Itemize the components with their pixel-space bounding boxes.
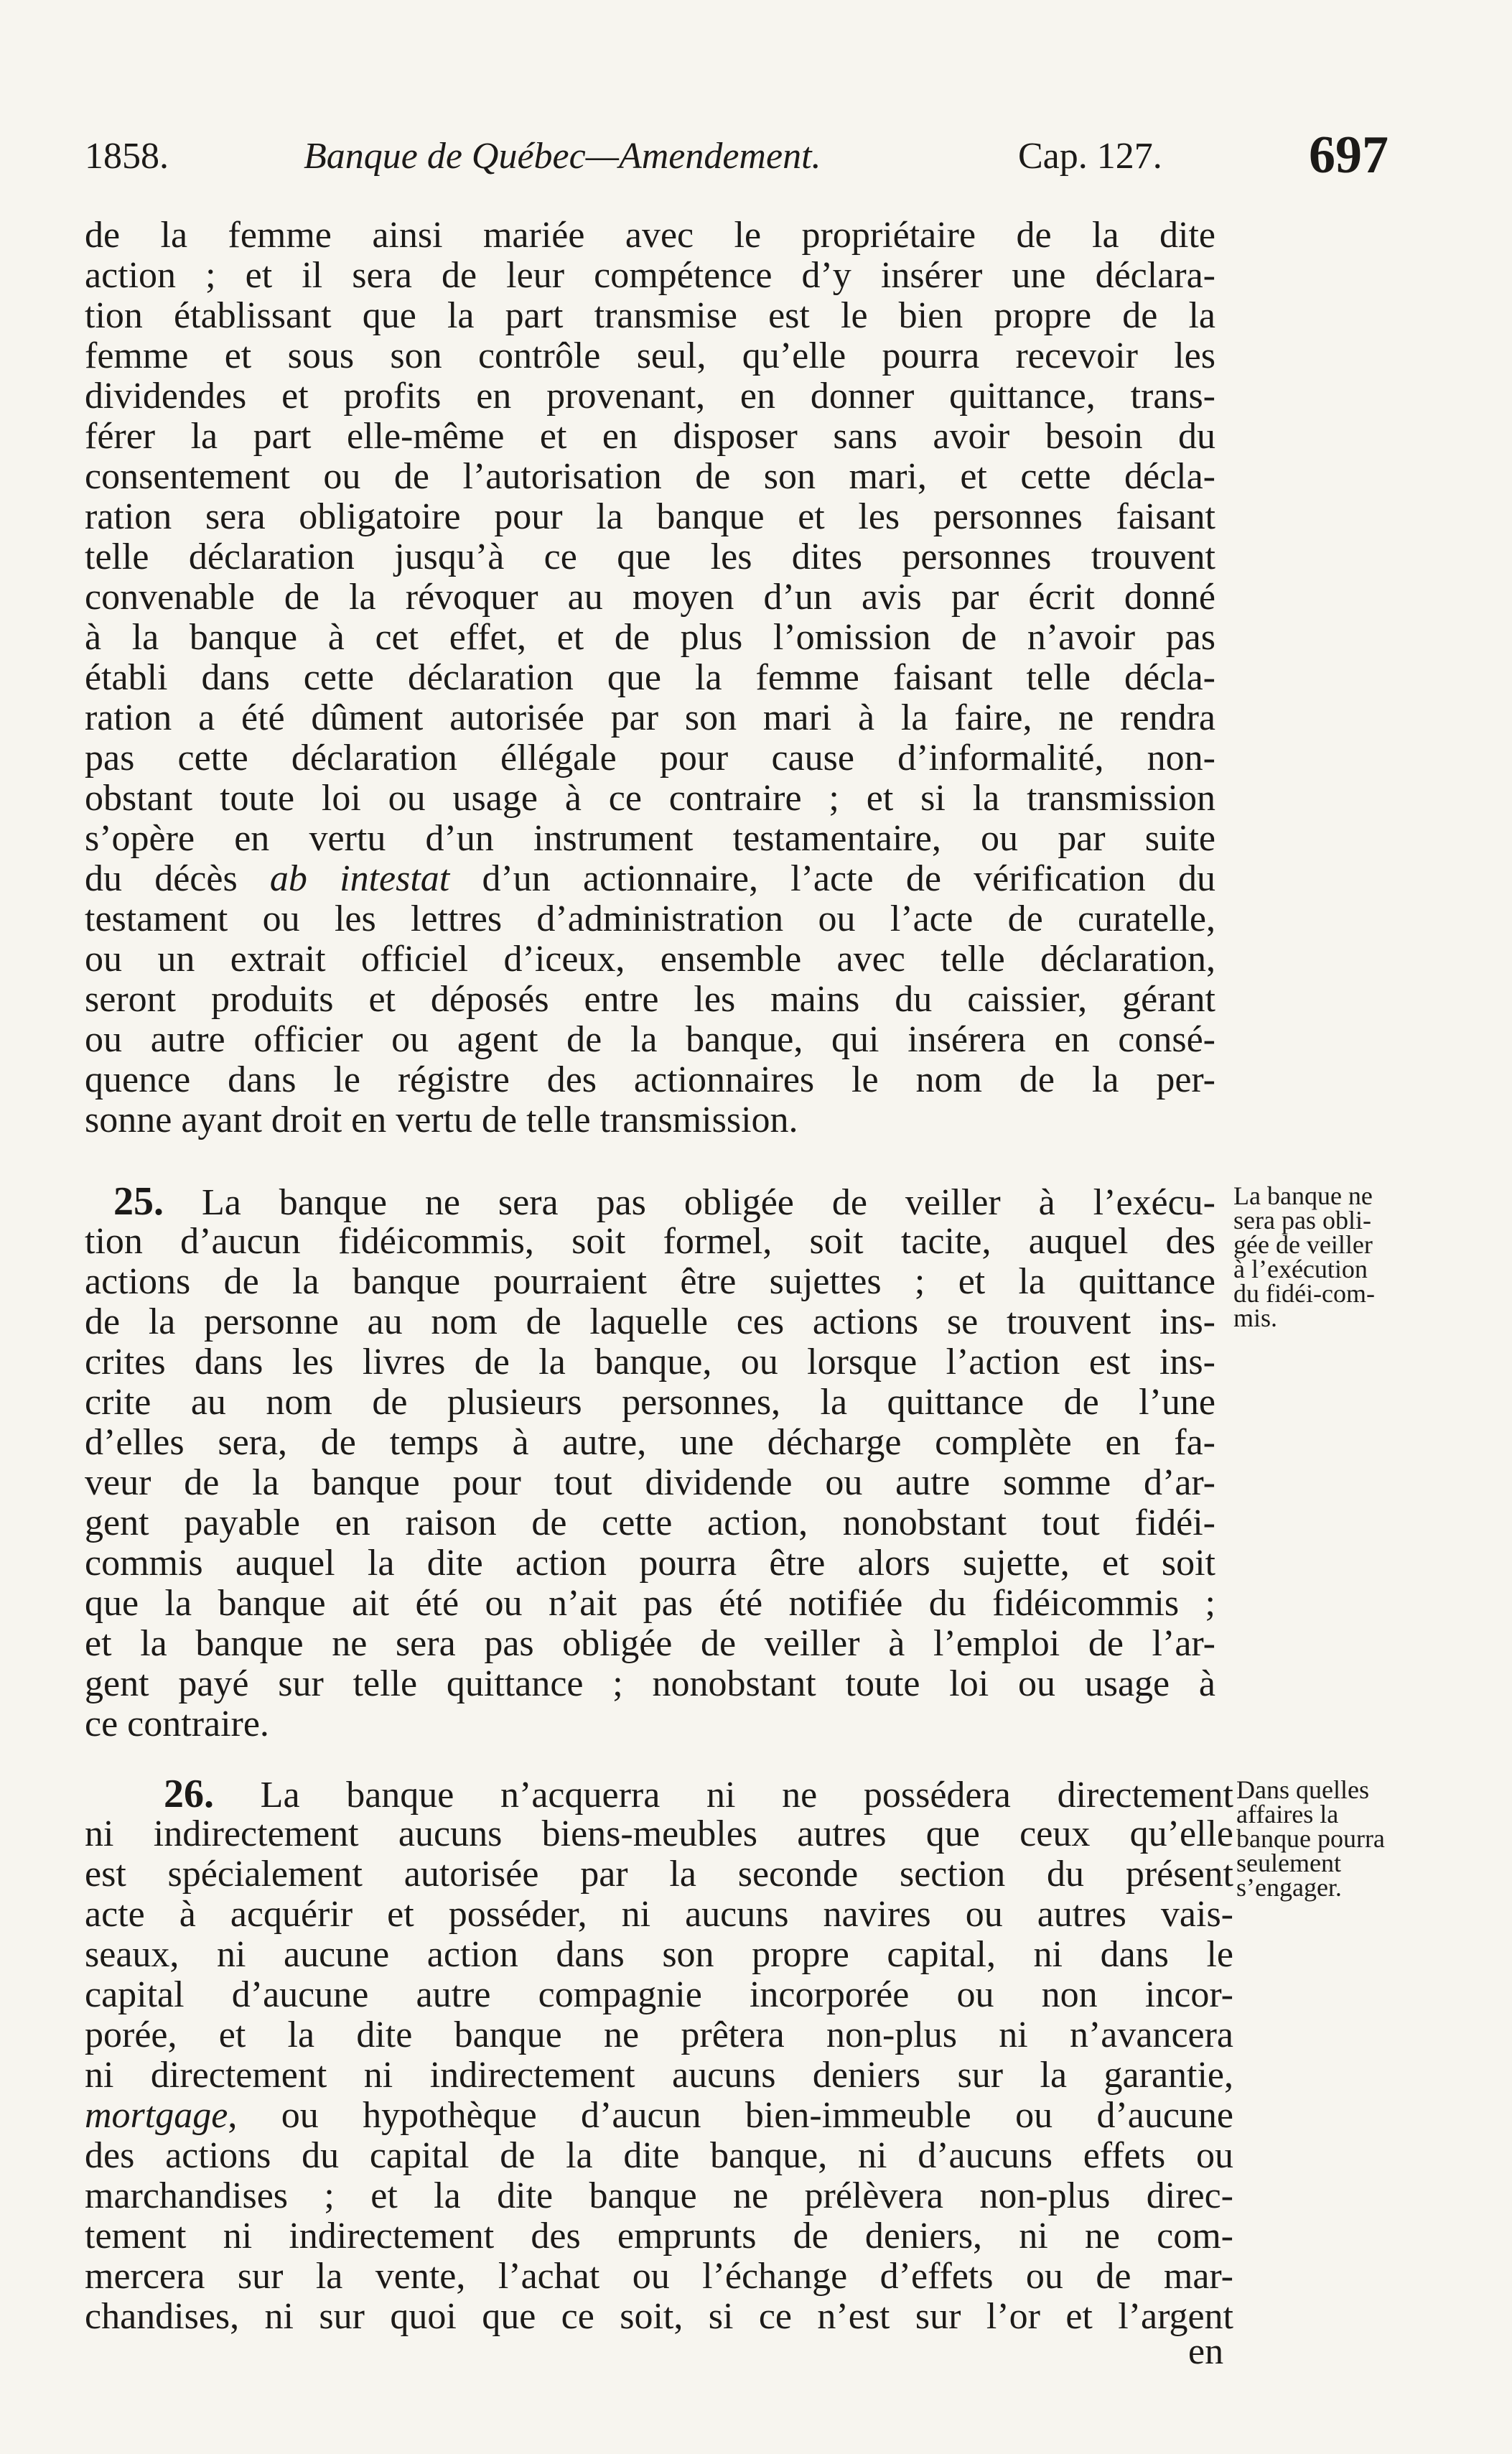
- text-run: , ou hypothèque d’aucun bien-immeuble ou d’aucune: [228, 2095, 1233, 2136]
- text-line: férer la part elle-même et en disposer sans avoir besoin du: [85, 416, 1215, 457]
- text-line: veur de la banque pour tout dividende ou autre somme d’ar-: [85, 1462, 1215, 1503]
- text-line: des actions du capital de la dite banque, ni d’aucuns effets ou: [85, 2135, 1233, 2176]
- text-line: tion d’aucun fidéicommis, soit formel, soit tacite, auquel des: [85, 1221, 1215, 1262]
- margin-note-line: à l’exécution: [1233, 1255, 1368, 1283]
- text-line: tement ni indirectement des emprunts de deniers, ni ne com-: [85, 2216, 1233, 2257]
- text-line: capital d’aucune autre compagnie incorporée ou non incor-: [85, 1974, 1233, 2015]
- text-line: convenable de la révoquer au moyen d’un avis par écrit donné: [85, 577, 1215, 618]
- text-line: seront produits et déposés entre les mains du caissier, gérant: [85, 979, 1215, 1020]
- text-line: pas cette déclaration éllégale pour cause d’informalité, non-: [85, 738, 1215, 779]
- text-line: établi dans cette déclaration que la femme faisant telle décla-: [85, 657, 1215, 698]
- text-line: crites dans les livres de la banque, ou lorsque l’action est ins-: [85, 1342, 1215, 1382]
- text-run: du décès: [85, 858, 270, 899]
- text-line: que la banque ait été ou n’ait pas été notifiée du fidéicommis ;: [85, 1583, 1215, 1624]
- italic-phrase: mortgage: [85, 2095, 228, 2136]
- text-line: de la femme ainsi mariée avec le propriétaire de la dite: [85, 215, 1215, 256]
- text-line: acte à acquérir et posséder, ni aucuns navires ou autres vais-: [85, 1894, 1233, 1935]
- text-line: gent payé sur telle quittance ; nonobstant toute loi ou usage à: [85, 1663, 1215, 1704]
- text-line: obstant toute loi ou usage à ce contraire ; et si la transmission: [85, 778, 1215, 819]
- text-line: tion établissant que la part transmise est le bien propre de la: [85, 295, 1215, 336]
- text-line: quence dans le régistre des actionnaires le nom de la per-: [85, 1059, 1215, 1100]
- margin-note-line: sera pas obli-: [1233, 1206, 1371, 1235]
- text-line: ration sera obligatoire pour la banque et les personnes faisant: [85, 496, 1215, 537]
- text-line: de la personne au nom de laquelle ces actions se trouvent ins-: [85, 1301, 1215, 1342]
- section-25: [85, 1181, 1215, 1744]
- header-chapter: Cap. 127.: [1018, 136, 1162, 177]
- text-line: ce contraire.: [85, 1704, 269, 1744]
- text-line: d’elles sera, de temps à autre, une décharge complète en fa-: [85, 1422, 1215, 1463]
- page-number: 697: [1309, 126, 1389, 185]
- text-run: d’un actionnaire, l’acte de vérification du: [449, 858, 1215, 899]
- running-header: [85, 121, 1406, 185]
- text-line: porée, et la dite banque ne prêtera non-plus ni n’avancera: [85, 2014, 1233, 2055]
- paragraph-continuation: [85, 215, 1215, 1140]
- section-first-line: [85, 1774, 1233, 1814]
- margin-note-line: mis.: [1233, 1303, 1278, 1332]
- section-number: 26.: [164, 1772, 214, 1816]
- section-first-line: [85, 1181, 1215, 1222]
- text-line: ou autre officier ou agent de la banque, qui insérera en consé-: [85, 1019, 1215, 1060]
- text-line: ou un extrait officiel d’iceux, ensemble avec telle déclaration,: [85, 939, 1215, 980]
- text-line-mixed: [85, 2096, 1233, 2136]
- text-line: actions de la banque pourraient être sujettes ; et la quittance: [85, 1261, 1215, 1302]
- header-title: Banque de Québec—Amendement.: [304, 136, 821, 177]
- text-run: La banque n’acquerra ni ne possédera directement: [214, 1775, 1233, 1816]
- margin-note-line: seulement: [1236, 1849, 1341, 1877]
- margin-note-line: affaires la: [1236, 1800, 1339, 1828]
- text-line: et la banque ne sera pas obligée de veiller à l’emploi de l’ar-: [85, 1623, 1215, 1664]
- text-line: s’opère en vertu d’un instrument testamentaire, ou par suite: [85, 818, 1215, 859]
- margin-note-line: s’engager.: [1236, 1873, 1342, 1902]
- margin-note-line: La banque ne: [1233, 1181, 1373, 1210]
- margin-note-line: gée de veiller: [1233, 1230, 1373, 1259]
- text-line: femme et sous son contrôle seul, qu’elle pourra recevoir les: [85, 335, 1215, 376]
- text-line: sonne ayant droit en vertu de telle transmission.: [85, 1100, 798, 1140]
- margin-note-26: [1236, 1777, 1452, 1900]
- section-26: [85, 1774, 1233, 2337]
- text-line: dividendes et profits en provenant, en donner quittance, trans-: [85, 376, 1215, 417]
- text-line: ni indirectement aucuns biens-meubles autres que ceux qu’elle: [85, 1813, 1233, 1854]
- text-line-mixed: [85, 859, 1215, 899]
- margin-note-25: [1233, 1181, 1449, 1332]
- text-line: ni directement ni indirectement aucuns deniers sur la garantie,: [85, 2055, 1233, 2096]
- text-line: action ; et il sera de leur compétence d’y insérer une déclara-: [85, 255, 1215, 296]
- section-number: 25.: [113, 1179, 164, 1224]
- text-line: gent payable en raison de cette action, nonobstant tout fidéi-: [85, 1502, 1215, 1543]
- text-line: à la banque à cet effet, et de plus l’omission de n’avoir pas: [85, 617, 1215, 658]
- text-line: testament ou les lettres d’administration ou l’acte de curatelle,: [85, 898, 1215, 939]
- margin-note-line: Dans quelles: [1236, 1775, 1369, 1804]
- italic-phrase: ab intestat: [269, 858, 450, 899]
- text-line: mercera sur la vente, l’achat ou l’échange d’effets ou de mar-: [85, 2256, 1233, 2297]
- text-line: est spécialement autorisée par la seconde section du présent: [85, 1854, 1233, 1895]
- catchword: en: [1188, 2331, 1224, 2372]
- text-line: consentement ou de l’autorisation de son mari, et cette décla-: [85, 456, 1215, 497]
- margin-note-line: banque pourra: [1236, 1824, 1385, 1853]
- text-line: marchandises ; et la dite banque ne prélèvera non-plus direc-: [85, 2175, 1233, 2216]
- text-run: La banque ne sera pas obligée de veiller à l’exécu-: [164, 1182, 1215, 1223]
- text-line: seaux, ni aucune action dans son propre capital, ni dans le: [85, 1934, 1233, 1975]
- header-year: 1858.: [85, 136, 169, 177]
- text-line: chandises, ni sur quoi que ce soit, si ce n’est sur l’or et l’argent: [85, 2296, 1233, 2337]
- text-line: telle déclaration jusqu’à ce que les dites personnes trouvent: [85, 536, 1215, 577]
- text-line: ration a été dûment autorisée par son mari à la faire, ne rendra: [85, 697, 1215, 738]
- text-line: crite au nom de plusieurs personnes, la quittance de l’une: [85, 1382, 1215, 1423]
- margin-note-line: du fidéi-com-: [1233, 1279, 1375, 1308]
- text-line: commis auquel la dite action pourra être alors sujette, et soit: [85, 1543, 1215, 1584]
